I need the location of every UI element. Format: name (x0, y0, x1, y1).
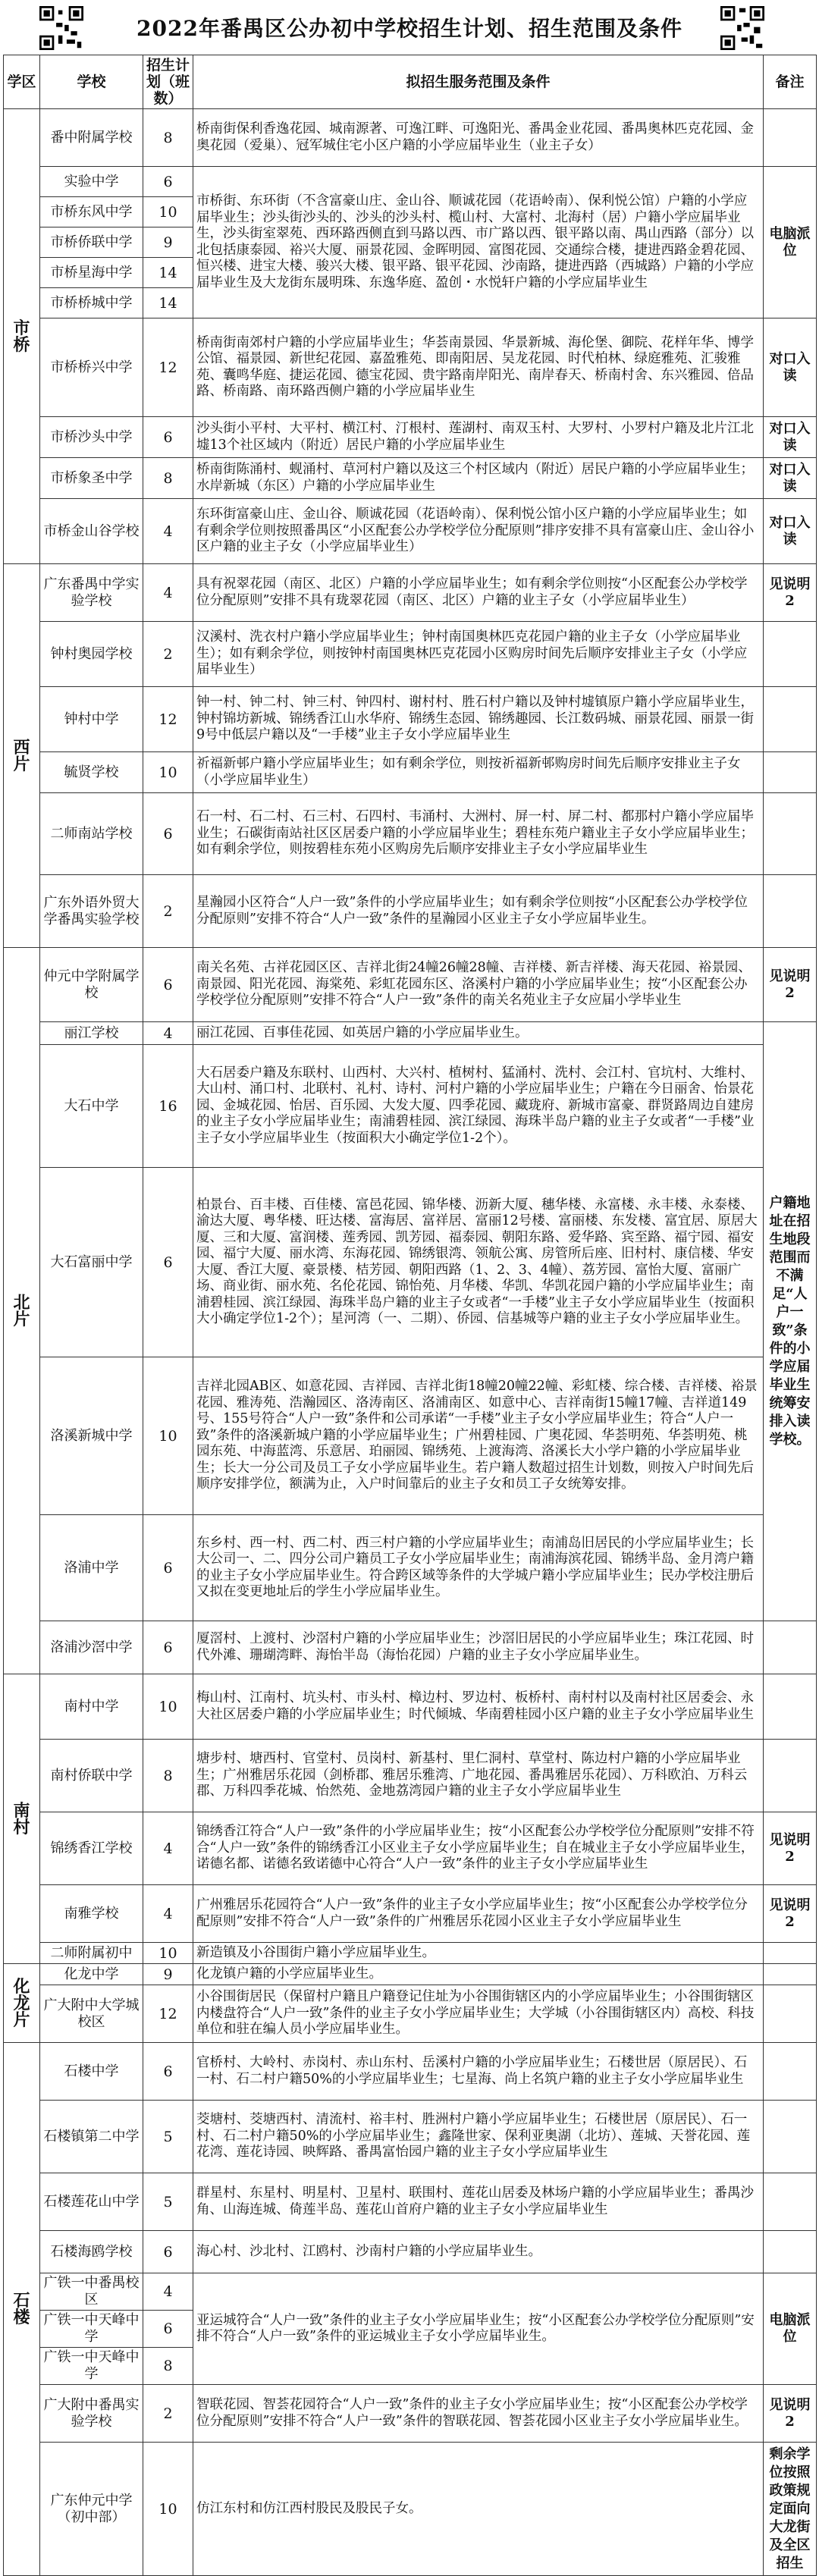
school-cell: 市桥金山谷学校 (40, 499, 143, 564)
note-cell (764, 1740, 817, 1812)
plan-cell: 9 (143, 227, 193, 258)
note-cell: 对口入读 (764, 417, 817, 458)
note-cell: 剩余学位按照政策规定面向大龙街及全区招生 (764, 2443, 817, 2576)
note-cell (764, 1964, 817, 1985)
table-row (4, 458, 817, 499)
school-cell: 钟村中学 (40, 687, 143, 752)
admission-table (3, 55, 817, 2576)
school-cell: 广大附中大学城校区 (40, 1985, 143, 2043)
plan-cell: 10 (143, 1674, 193, 1740)
school-cell: 大石富丽中学 (40, 1168, 143, 1357)
range-cell: 大石居委户籍及东联村、山西村、大兴村、植树村、猛涌村、洗村、会江村、官坑村、大维村、大山村、涌口村、北联村、礼村、诗村、河村户籍的小学应届毕业生；户籍在今日丽舍、怡景花园、金城花园、怡居、百乐园、大发大厦、四季花园、藏珑府、新城市富豪、群贤路周边自建房的业主子女小学应届毕业生；南浦碧桂园、滨江绿园、海珠半岛户籍的业主子女或者“一手楼”业主子女小学应届毕业生（按面积大小确定学位1-2个）。 (193, 1045, 764, 1168)
table-row (4, 2173, 817, 2231)
plan-cell: 4 (143, 1885, 193, 1943)
qr-code-icon (39, 6, 83, 50)
note-cell: 见说明2 (764, 2385, 817, 2443)
table-row (4, 622, 817, 687)
plan-cell: 2 (143, 875, 193, 948)
plan-cell: 6 (143, 1168, 193, 1357)
school-cell: 大石中学 (40, 1045, 143, 1168)
district-cell: 石楼 (4, 2043, 40, 2576)
range-cell: 广州雅居乐花园符合“人户一致”条件的业主子女小学应届毕业生；按“小区配套公办学校学位分配原则”安排不符合“人户一致”条件的广州雅居乐花园小区业主子女小学应届毕业生 (193, 1885, 764, 1943)
note-cell (764, 622, 817, 687)
note-cell: 见说明2 (764, 948, 817, 1022)
note-cell: 见说明2 (764, 564, 817, 622)
table-row (4, 1812, 817, 1885)
table-row (4, 1985, 817, 2043)
district-cell: 南村 (4, 1674, 40, 1964)
school-cell: 二师南站学校 (40, 793, 143, 875)
table-row (4, 1357, 817, 1515)
range-cell: 群星村、东星村、明星村、卫星村、联围村、莲花山居委及林场户籍的小学应届毕业生；番禺沙角、山海连城、倚莲半岛、莲花山首府户籍的业主子女小学应届毕业生 (193, 2173, 764, 2231)
note-cell: 对口入读 (764, 458, 817, 499)
plan-cell: 6 (143, 2043, 193, 2101)
header-range: 拟招生服务范围及条件 (193, 55, 764, 109)
table-row (4, 1045, 817, 1168)
school-cell: 锦绣香江学校 (40, 1812, 143, 1885)
school-cell: 广铁一中天峰中学 (40, 2311, 143, 2348)
range-cell: 官桥村、大岭村、赤岗村、赤山东村、岳溪村户籍的小学应届毕业生；石楼世居（原居民）、石一村、石二村户籍50%的小学应届毕业生；七星海、尚上名筑户籍的业主子女小学应届毕业生 (193, 2043, 764, 2101)
table-row (4, 2273, 817, 2311)
school-cell: 广东番禺中学实验学校 (40, 564, 143, 622)
table-row (4, 687, 817, 752)
table-row (4, 793, 817, 875)
school-cell: 广东仲元中学（初中部） (40, 2443, 143, 2576)
plan-cell: 12 (143, 318, 193, 417)
range-cell: 仿江东村和仿江西村股民及股民子女。 (193, 2443, 764, 2576)
school-cell: 石楼莲花山中学 (40, 2173, 143, 2231)
table-row (4, 875, 817, 948)
plan-cell: 6 (143, 1621, 193, 1674)
range-cell: 丽江花园、百事佳花园、如英居户籍的小学应届毕业生。 (193, 1022, 764, 1045)
range-cell: 亚运城符合“人户一致”条件的业主子女小学应届毕业生；按“小区配套公办学校学位分配原则”安排不符合“人户一致”条件的亚运城业主子女小学应届毕业生。 (193, 2273, 764, 2385)
header-note: 备注 (764, 55, 817, 109)
school-cell: 洛浦中学 (40, 1515, 143, 1621)
table-row (4, 564, 817, 622)
range-cell: 桥南街南郊村户籍的小学应届毕业生；华荟南景园、华景新城、海伦堡、御院、花样年华、博学公馆、福景园、新世纪花园、嘉盈雅苑、即南阳居、吴龙花园、时代柏林、绿庭雅苑、汇骏雅苑、囊鸣华庭、捷运花园、德宝花园、贵宇路南岸阳光、南岸春天、桥南村舍、东兴雅园、倍品路、桥南路、南环路西侧户籍的小学应届毕业生 (193, 318, 764, 417)
range-cell: 沙头街小平村、大平村、横江村、汀根村、莲湖村、南双玉村、大罗村、小罗村户籍及北片江北墟13个社区域内（附近）居民户籍的小学应届毕业生 (193, 417, 764, 458)
header-district: 学区 (4, 55, 40, 109)
table-row (4, 1885, 817, 1943)
table-row (4, 2385, 817, 2443)
school-cell: 仲元中学附属学校 (40, 948, 143, 1022)
plan-cell: 6 (143, 2231, 193, 2273)
school-cell: 化龙中学 (40, 1964, 143, 1985)
note-cell (764, 1674, 817, 1740)
plan-cell: 9 (143, 1964, 193, 1985)
plan-cell: 10 (143, 1943, 193, 1964)
note-cell (764, 1621, 817, 1674)
district-cell: 市桥 (4, 109, 40, 564)
table-row (4, 318, 817, 417)
range-cell: 钟一村、钟二村、钟三村、钟四村、谢村村、胜石村户籍以及钟村墟镇原户籍小学应届毕业生，钟村锦坊新城、锦绣香江山水华府、锦绣生态园、锦绣趣园、长江数码城、丽景花园、丽景一街9号中低层户籍以及“一手楼”业主子女小学应届毕业生 (193, 687, 764, 752)
table-row (4, 2101, 817, 2173)
plan-cell: 4 (143, 564, 193, 622)
note-cell: 户籍地址在招生地段范围而不满足“人户一致”条件的小学应届毕业生统筹安排入读学校。 (764, 1022, 817, 1621)
school-cell: 石楼海鸥学校 (40, 2231, 143, 2273)
school-cell: 市桥东风中学 (40, 197, 143, 227)
school-cell: 洛溪新城中学 (40, 1357, 143, 1515)
note-cell (764, 2043, 817, 2101)
plan-cell: 10 (143, 197, 193, 227)
header-plan: 招生计划（班数） (143, 55, 193, 109)
table-row (4, 2043, 817, 2101)
school-cell: 南村侨联中学 (40, 1740, 143, 1812)
note-cell: 电脑派位 (764, 2273, 817, 2385)
note-cell: 对口入读 (764, 318, 817, 417)
plan-cell: 16 (143, 1045, 193, 1168)
table-row (4, 1964, 817, 1985)
range-cell: 化龙镇户籍的小学应届毕业生。 (193, 1964, 764, 1985)
plan-cell: 6 (143, 417, 193, 458)
table-row (4, 1740, 817, 1812)
table-row (4, 167, 817, 197)
note-cell (764, 1943, 817, 1964)
note-cell (764, 1985, 817, 2043)
school-cell: 石楼镇第二中学 (40, 2101, 143, 2173)
school-cell: 市桥桥兴中学 (40, 318, 143, 417)
table-row (4, 499, 817, 564)
school-cell: 市桥侨联中学 (40, 227, 143, 258)
range-cell: 吉祥北园AB区、如意花园、吉祥园、吉祥北街18幢20幢22幢、彩虹楼、综合楼、吉祥楼、裕景花园、雅涛苑、浩瀚园区、洛涛南区、洛浦南区、如意中心、吉祥南街15幢17幢、吉祥道149号、155号符合“人户一致”条件和公司承诺“一手楼”业主子女小学应届毕业生；符合“人户一致”条件的洛溪新城户籍的小学应届毕业生；广州碧桂园、广奥花园、华荟明苑、华荟明苑、桃园东苑、中海蓝湾、乐意居、珀丽园、锦绣苑、上渡海湾、洛溪长大小学户籍的小学应届毕业生；长大一分公司及员工子女小学应届毕业生。若户籍人数超过招生计划数，则按入户时间先后顺序安排学位，额满为止，入户时间靠后的业主子女和员工子女统筹安排。 (193, 1357, 764, 1515)
range-cell: 东环街富豪山庄、金山谷、顺诚花园（花语岭南）、保利悦公馆小区户籍的小学应届毕业生；如有剩余学位则按照番禺区“小区配套公办学校学位分配原则”排序安排不具有富豪山庄、金山谷小区户籍的业主子女（小学应届毕业生） (193, 499, 764, 564)
plan-cell: 6 (143, 793, 193, 875)
plan-cell: 4 (143, 499, 193, 564)
range-cell: 汉溪村、洗衣村户籍小学应届毕业生；钟村南国奥林匹克花园户籍的业主子女（小学应届毕业生）；如有剩余学位，则按钟村南国奥林匹克花园小区购房时间先后顺序安排业主子女（小学应届毕业生） (193, 622, 764, 687)
school-cell: 市桥桥城中学 (40, 288, 143, 318)
school-cell: 广大附中番禺实验学校 (40, 2385, 143, 2443)
plan-cell: 8 (143, 1740, 193, 1812)
plan-cell: 5 (143, 2101, 193, 2173)
table-row (4, 1515, 817, 1621)
note-cell (764, 2231, 817, 2273)
range-cell: 厦滘村、上渡村、沙滘村户籍的小学应届毕业生；沙滘旧居民的小学应届毕业生；珠江花园、时代外滩、珊瑚湾畔、海怡半岛（海怡花园）户籍的业主子女小学应届毕业生。 (193, 1621, 764, 1674)
district-cell: 西片 (4, 564, 40, 948)
range-cell: 柏景台、百丰楼、百佳楼、富邑花园、锦华楼、沥新大厦、穗华楼、永富楼、永丰楼、永泰楼、渝达大厦、粤华楼、旺达楼、富海居、富祥居、富丽12号楼、富丽楼、东发楼、富宜居、原居大厦、三和大厦、富润楼、莲秀园、凯芳园、福泰园、朝阳东路、爱华路、宾至路、福宁园、福安园、福宁大厦、丽水湾、东海花园、锦绣银湾、领航公寓、房管所后座、旧村村、康信楼、华安大厦、香江大厦、豪景楼、桔芳园、朝阳西路（1、2、3、4幢）、荔芳园、富怡大厦、富丽广场、商业街、丽水苑、名伦花园、锦怡苑、月华楼、华凯、华凯花园户籍的小学应届毕业生；南浦碧桂园、滨江绿园、海珠半岛户籍的业主子女或者“一手楼”业主子女小学应届毕业生（按面积大小确定学位1-2个）；星河湾（一、二期）、侨园、信基城等户籍的业主子女小学应届毕业生。 (193, 1168, 764, 1357)
range-cell: 桥南街陈涌村、蚬涌村、草河村户籍以及这三个村区域内（附近）居民户籍的小学应届毕业生；水岸新城（东区）户籍的小学应届毕业生 (193, 458, 764, 499)
school-cell: 实验中学 (40, 167, 143, 197)
plan-cell: 12 (143, 687, 193, 752)
plan-cell: 4 (143, 1812, 193, 1885)
note-cell (764, 109, 817, 167)
range-cell: 具有祝翠花园（南区、北区）户籍的小学应届毕业生；如有剩余学位则按“小区配套公办学校学位分配原则”安排不具有珑翠花园（南区、北区）户籍的业主子女（小学应届毕业生） (193, 564, 764, 622)
note-cell (764, 793, 817, 875)
range-cell: 海心村、沙北村、江鸥村、沙南村户籍的小学应届毕业生。 (193, 2231, 764, 2273)
note-cell: 见说明2 (764, 1885, 817, 1943)
plan-cell: 8 (143, 109, 193, 167)
note-cell: 电脑派位 (764, 167, 817, 318)
table-row (4, 948, 817, 1022)
range-cell: 东乡村、西一村、西二村、西三村户籍的小学应届毕业生；南浦岛旧居民的小学应届毕业生；长大公司一、二、四分公司户籍员工子女小学应届毕业生；南浦海滨花园、锦绣半岛、金月湾户籍的业主子女小学应届毕业生。符合跨区域等条件的大学城户籍小学应届毕业生；民办学校注册后又拟在变更地址后的学生小学应届毕业生。 (193, 1515, 764, 1621)
plan-cell: 10 (143, 2443, 193, 2576)
plan-cell: 8 (143, 2348, 193, 2385)
range-cell: 智联花园、智荟花园符合“人户一致”条件的业主子女小学应届毕业生；按“小区配套公办学校学位分配原则”安排不符合“人户一致”条件的智联花园、智荟花园小区业主子女小学应届毕业生。 (193, 2385, 764, 2443)
plan-cell: 6 (143, 167, 193, 197)
plan-cell: 4 (143, 2273, 193, 2311)
note-cell: 对口入读 (764, 499, 817, 564)
plan-cell: 6 (143, 948, 193, 1022)
plan-cell: 5 (143, 2173, 193, 2231)
school-cell: 洛浦沙滘中学 (40, 1621, 143, 1674)
school-cell: 丽江学校 (40, 1022, 143, 1045)
plan-cell: 6 (143, 1515, 193, 1621)
page-title: 2022年番禺区公办初中学校招生计划、招生范围及条件 (136, 16, 682, 41)
range-cell: 市桥街、东环街（不含富豪山庄、金山谷、顺诚花园（花语岭南）、保利悦公馆）户籍的小学应届毕业生；沙头街沙头的、沙头的沙头村、榄山村、大富村、北海村（居）户籍小学应届毕业生，沙头街室翠苑、西环路西侧直到马路以西、市广路以西、银平路以南、禺山西路（部分）以北包括康泰园、裕兴大厦、丽景花园、金晖明园、富图花园、交通综合楼，捷进西路金碧花园、恒兴楼、进宝大楼、骏兴大楼、银平路、银平花园、沙南路，捷进西路（西城路）户籍的小学应届毕业生及大龙街东晟明珠、东逸华庭、盈创・水悦轩户籍的小学应届毕业生 (193, 167, 764, 318)
school-cell: 钟村奥园学校 (40, 622, 143, 687)
table-row (4, 752, 817, 793)
school-cell: 广东外语外贸大学番禺实验学校 (40, 875, 143, 948)
table-row (4, 2231, 817, 2273)
table-row (4, 1674, 817, 1740)
plan-cell: 14 (143, 288, 193, 318)
range-cell: 小谷围街居民（保留村户籍且户籍登记住址为小谷围街辖区内的小学应届毕业生；小谷围街辖区内楼盘符合“人户一致”条件的业主子女小学应届毕业生；大学城（小谷围街辖区内）高校、科技单位和驻在编人员小学应届毕业生。 (193, 1985, 764, 2043)
school-cell: 市桥象圣中学 (40, 458, 143, 499)
school-cell: 南村中学 (40, 1674, 143, 1740)
range-cell: 塘步村、塘西村、官堂村、员岗村、新基村、里仁洞村、草堂村、陈边村户籍的小学应届毕业生；广州雅居乐花园（剑桥郡、雅居乐雅湾、广地花园、番禺雅居乐花园）、万科欧泊、万科云郡、万科四季花城、怡然苑、金地荔湾园户籍的业主子女小学应届毕业生 (193, 1740, 764, 1812)
range-cell: 锦绣香江符合“人户一致”条件的小学应届毕业生；按“小区配套公办学校学位分配原则”安排不符合“人户一致”条件的锦绣香江小区业主子女小学应届毕业生；自在城业主子女小学应届毕业生，诺德名都、诺德名致诺德中心符合“人户一致”条件的业主子女小学应届毕业生 (193, 1812, 764, 1885)
table-row (4, 109, 817, 167)
school-cell: 南雅学校 (40, 1885, 143, 1943)
plan-cell: 10 (143, 1357, 193, 1515)
range-cell: 茭塘村、茭塘西村、清流村、裕丰村、胜洲村户籍小学应届毕业生；石楼世居（原居民）、石一村、石二村户籍50%的小学应届毕业生；鑫隆世家、保利亚奥湖（北坊）、莲城、天誉花园、莲花湾、莲花诗园、映辉路、番禺富怡园户籍的业主子女小学应届毕业生 (193, 2101, 764, 2173)
school-cell: 二师附属初中 (40, 1943, 143, 1964)
note-cell: 见说明2 (764, 1812, 817, 1885)
plan-cell: 2 (143, 622, 193, 687)
table-row (4, 1621, 817, 1674)
plan-cell: 12 (143, 1985, 193, 2043)
plan-cell: 8 (143, 458, 193, 499)
range-cell: 南关名苑、古祥花园区区、吉祥北街24幢26幢28幢、吉祥楼、新吉祥楼、海天花园、裕景园、南景园、阳光花园、海棠苑、彩虹花园东区、洛溪村户籍的小学应届毕业生；按“小区配套公办学校学位分配原则”安排不符合“人户一致”条件的南关名苑业主子女应届小学毕业生 (193, 948, 764, 1022)
table-header-row (4, 55, 817, 109)
note-cell (764, 2173, 817, 2231)
school-cell: 市桥星海中学 (40, 258, 143, 288)
range-cell: 石一村、石二村、石三村、石四村、韦涌村、大洲村、屏一村、屏二村、都那村户籍小学应届毕业生；石碳街南站社区区居委户籍的小学应届毕业生；碧桂东苑户籍业主子女小学应届毕业生；如有剩余学位，则按碧桂东苑小区购房先后顺序安排业主子女小学应届毕业生 (193, 793, 764, 875)
note-cell (764, 687, 817, 752)
plan-cell: 6 (143, 2311, 193, 2348)
range-cell: 梅山村、江南村、坑头村、市头村、樟边村、罗边村、板桥村、南村村以及南村社区居委会、永大社区居委户籍的小学应届毕业生；时代倾城、华南碧桂园小区户籍的业主子女小学应届毕业生 (193, 1674, 764, 1740)
school-cell: 广铁一中天峰中学 (40, 2348, 143, 2385)
plan-cell: 4 (143, 1022, 193, 1045)
table-row (4, 2443, 817, 2576)
range-cell: 祈福新邨户籍小学应届毕业生；如有剩余学位，则按祈福新邨购房时间先后顺序安排业主子女（小学应届毕业生） (193, 752, 764, 793)
school-cell: 毓贤学校 (40, 752, 143, 793)
table-row (4, 1022, 817, 1045)
note-cell (764, 875, 817, 948)
note-cell (764, 752, 817, 793)
plan-cell: 14 (143, 258, 193, 288)
range-cell: 桥南街保利香逸花园、城南源著、可逸江畔、可逸阳光、番禺金业花园、番禺奥林匹克花园、金奥花园（爱巢）、冠军城住宅小区户籍的小学应届毕业生（业主子女） (193, 109, 764, 167)
note-cell (764, 2101, 817, 2173)
school-cell: 广铁一中番禺校区 (40, 2273, 143, 2311)
district-cell: 北片 (4, 948, 40, 1674)
qr-code-icon (720, 6, 764, 50)
range-cell: 新造镇及小谷围街户籍小学应届毕业生。 (193, 1943, 764, 1964)
plan-cell: 2 (143, 2385, 193, 2443)
table-row (4, 417, 817, 458)
header-school: 学校 (40, 55, 143, 109)
school-cell: 石楼中学 (40, 2043, 143, 2101)
school-cell: 市桥沙头中学 (40, 417, 143, 458)
district-cell: 化龙片 (4, 1964, 40, 2043)
plan-cell: 10 (143, 752, 193, 793)
school-cell: 番中附属学校 (40, 109, 143, 167)
table-row (4, 1943, 817, 1964)
table-row (4, 1168, 817, 1357)
range-cell: 星瀚园小区符合“人户一致”条件的小学应届毕业生；如有剩余学位则按“小区配套公办学校学位分配原则”安排不符合“人户一致”条件的星瀚园小区业主子女小学应届毕业生。 (193, 875, 764, 948)
